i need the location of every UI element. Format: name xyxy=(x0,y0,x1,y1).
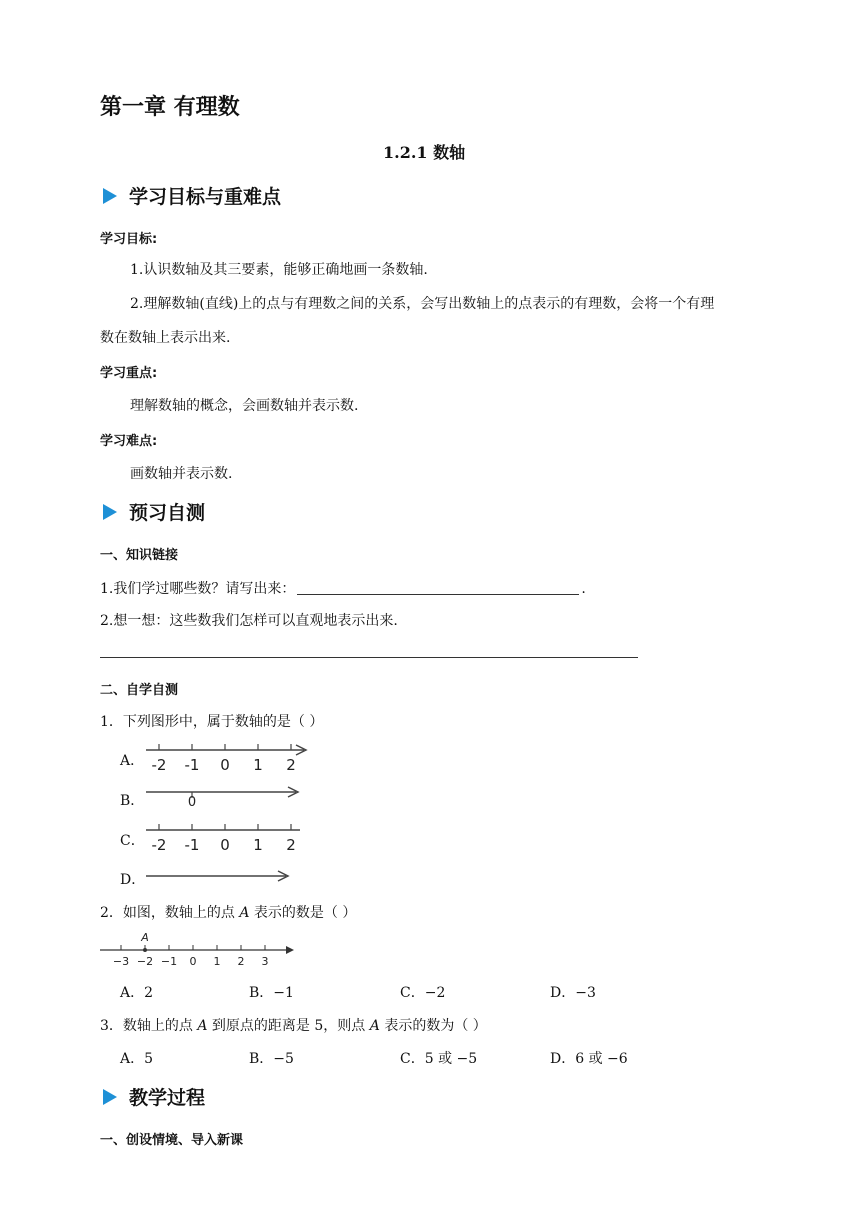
mc3-choice-c[interactable]: C．5 或 −5 xyxy=(400,1051,478,1067)
mc1-option-a-axis xyxy=(140,742,320,776)
tick-label: -2 xyxy=(151,836,167,854)
tick-label: −2 xyxy=(136,955,154,968)
mc2-choice-a[interactable]: A．2 xyxy=(120,985,154,1001)
section-heading-process xyxy=(103,1083,205,1110)
question-1-end: . xyxy=(581,581,586,597)
variable-a: A xyxy=(369,1018,380,1034)
difficult-point-text: 画数轴并表示数. xyxy=(130,466,233,482)
tick-label: 3 xyxy=(261,955,269,968)
triangle-bullet-icon xyxy=(103,504,117,520)
mc3-stem-part: 到原点的距离是 5，则点 xyxy=(207,1018,370,1034)
label-learning-goal: 学习目标: xyxy=(100,232,158,247)
tick-label: 1 xyxy=(213,955,221,968)
question-1-text: 1.我们学过哪些数？请写出来： xyxy=(100,581,296,597)
mc3-stem xyxy=(100,1015,487,1035)
mc1-option-d-axis xyxy=(140,868,300,884)
section-heading-preview xyxy=(103,498,205,525)
answer-blank[interactable] xyxy=(297,580,579,595)
tick-label: 2 xyxy=(237,955,245,968)
mc3-choice-b[interactable]: B．−5 xyxy=(249,1051,294,1067)
mc2-choice-d[interactable]: D．−3 xyxy=(550,985,596,1001)
part-create-situation: 一、创设情境、导入新课 xyxy=(100,1133,244,1148)
part-self-test: 二、自学自测 xyxy=(100,683,179,698)
variable-a: A xyxy=(197,1018,208,1034)
mc2-number-line xyxy=(98,928,308,970)
goal-1: 1.认识数轴及其三要素，能够正确地画一条数轴. xyxy=(130,262,428,278)
section-heading-text: 教学过程 xyxy=(129,1087,206,1109)
triangle-bullet-icon xyxy=(103,188,117,204)
goal-2-line-2: 数在数轴上表示出来. xyxy=(100,330,231,346)
tick-label: 0 xyxy=(187,795,197,810)
tick-label: −3 xyxy=(112,955,130,968)
point-a xyxy=(143,948,147,952)
question-2: 2.想一想：这些数我们怎样可以直观地表示出来. xyxy=(100,613,398,629)
triangle-bullet-icon xyxy=(103,1089,117,1105)
mc1-option-b-label: B． xyxy=(120,793,145,809)
mc1-option-c-label: C． xyxy=(120,833,145,849)
mc3-stem-part: 3．数轴上的点 xyxy=(100,1018,198,1034)
part-knowledge-link: 一、知识链接 xyxy=(100,548,179,563)
variable-a: A xyxy=(239,905,250,921)
tick-label: 0 xyxy=(189,955,197,968)
section-heading-goals xyxy=(103,182,281,209)
mc3-stem-part: 表示的数为（ ） xyxy=(379,1018,487,1034)
mc1-option-d-label: D． xyxy=(120,872,146,888)
tick-label: -1 xyxy=(184,756,200,774)
mc2-stem xyxy=(100,902,356,922)
lesson-title: 1.2.1 数轴 xyxy=(383,143,466,162)
chapter-title: 第一章 有理数 xyxy=(100,95,240,120)
mc1-option-b-axis xyxy=(140,782,320,810)
section-heading-text: 预习自测 xyxy=(129,502,206,524)
tick-label: 0 xyxy=(220,836,230,854)
mc1-option-a-label: A． xyxy=(120,753,145,769)
label-difficult-point: 学习难点: xyxy=(100,434,158,449)
tick-label: -1 xyxy=(184,836,200,854)
mc3-choice-a[interactable]: A．5 xyxy=(120,1051,154,1067)
mc2-choice-b[interactable]: B．−1 xyxy=(249,985,294,1001)
mc3-choice-d[interactable]: D．6 或 −6 xyxy=(550,1051,628,1067)
tick-label: 1 xyxy=(253,836,263,854)
mc2-choice-c[interactable]: C．−2 xyxy=(400,985,446,1001)
mc2-stem-part: 表示的数是（ ） xyxy=(249,905,357,921)
question-1 xyxy=(100,578,586,598)
key-point-text: 理解数轴的概念，会画数轴并表示数. xyxy=(130,398,359,414)
label-key-point: 学习重点: xyxy=(100,366,158,381)
goal-2-line-1: 2.理解数轴(直线)上的点与有理数之间的关系，会写出数轴上的点表示的有理数，会将一个有理 xyxy=(130,296,715,312)
mc1-stem: 1．下列图形中，属于数轴的是（ ） xyxy=(100,714,324,730)
point-a-label: A xyxy=(141,931,149,944)
answer-line[interactable] xyxy=(100,657,638,658)
mc1-option-c-axis xyxy=(140,822,320,856)
mc2-stem-part: 2．如图，数轴上的点 xyxy=(100,905,240,921)
tick-label: 1 xyxy=(253,756,263,774)
tick-label: 2 xyxy=(286,836,296,854)
tick-label: 2 xyxy=(286,756,296,774)
tick-label: 0 xyxy=(220,756,230,774)
section-heading-text: 学习目标与重难点 xyxy=(129,186,282,208)
tick-label: -2 xyxy=(151,756,167,774)
tick-label: −1 xyxy=(160,955,178,968)
